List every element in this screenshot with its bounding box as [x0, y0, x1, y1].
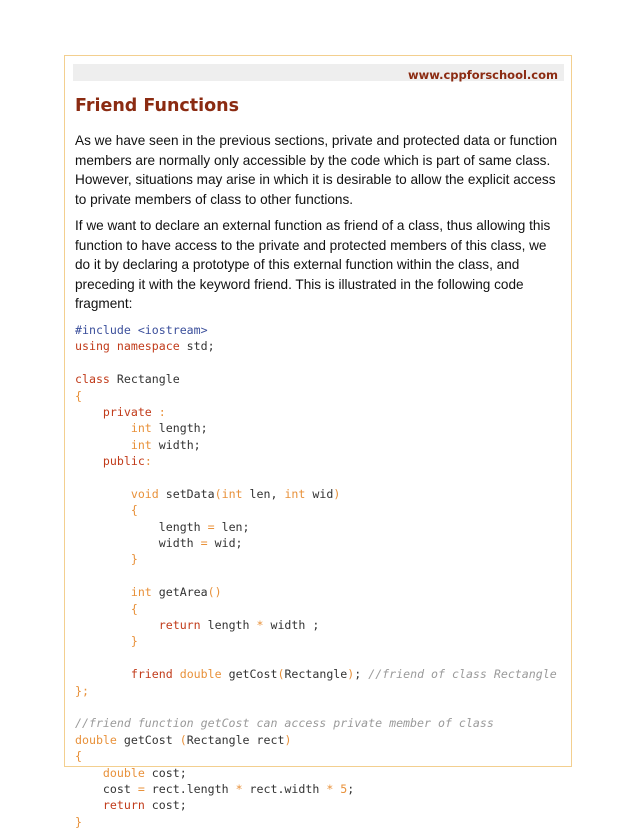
code-token: ( — [214, 486, 222, 501]
paragraph-line: do it by declaring a prototype of this external function within the class, and — [75, 257, 520, 272]
code-line — [75, 732, 557, 748]
code-token: ) — [333, 486, 341, 501]
code-token: getCost — [221, 667, 278, 682]
site-header-bar — [73, 64, 564, 81]
code-line — [75, 355, 557, 371]
code-token: : — [151, 404, 166, 419]
code-token: length; — [151, 421, 208, 436]
code-token: = — [200, 536, 208, 551]
code-line — [75, 781, 557, 797]
page-title: Friend Functions — [75, 96, 240, 116]
code-line — [75, 338, 557, 354]
code-line — [75, 519, 557, 535]
code-token — [75, 487, 131, 501]
code-token: wid; — [207, 536, 243, 551]
code-token: { — [130, 503, 138, 518]
code-token: cost; — [144, 798, 187, 813]
paragraph-line: function to have access to the private and protected members of this class, we — [75, 237, 547, 253]
code-line — [75, 388, 557, 404]
code-token: length — [75, 519, 208, 534]
code-token: ( — [179, 732, 187, 747]
code-token: setData — [158, 486, 215, 501]
code-token: Rectangle rect — [186, 732, 285, 747]
code-token — [75, 618, 159, 632]
code-token: public — [102, 454, 145, 469]
code-line — [75, 371, 557, 387]
code-token: return — [158, 618, 201, 633]
paragraph-line: However, situations may arise in which it is desirable to allow the explicit access — [75, 172, 556, 187]
code-token: }; — [75, 683, 89, 698]
code-token: wid — [305, 486, 334, 501]
code-token: Rectangle — [109, 372, 180, 387]
code-token: length — [200, 618, 257, 633]
code-token: void — [130, 486, 159, 501]
code-token — [75, 667, 131, 681]
code-token: #include <iostream> — [75, 323, 208, 337]
paragraph-line: preceding it with the keyword friend. This is illustrated in the following code — [75, 276, 524, 292]
code-token — [75, 454, 103, 468]
code-token: rect.length — [144, 781, 236, 796]
paragraph-line: If we want to declare an external function as friend of a class, thus allowing this — [75, 218, 551, 233]
code-line — [75, 568, 557, 584]
intro-paragraph — [75, 131, 571, 209]
code-token: std; — [179, 339, 215, 354]
code-token: ( — [277, 667, 285, 682]
code-token: = — [137, 781, 145, 796]
code-token: len, — [242, 486, 285, 501]
code-token: private — [102, 404, 152, 419]
code-token: ; — [347, 781, 355, 796]
code-token: { — [75, 749, 82, 764]
code-line — [75, 633, 557, 649]
code-token: cost — [75, 781, 138, 796]
code-token: 5 — [340, 781, 348, 796]
code-line — [75, 420, 557, 436]
code-token — [75, 766, 103, 780]
code-token: { — [75, 388, 82, 403]
code-token: //friend of class Rectangle — [368, 667, 557, 682]
code-token: * — [326, 781, 334, 796]
code-token: double — [75, 732, 117, 747]
code-token — [75, 438, 131, 452]
code-line — [75, 666, 557, 682]
code-token: int — [284, 486, 306, 501]
code-line — [75, 322, 557, 338]
code-token: : — [144, 454, 152, 469]
paragraph-line: As we have seen in the previous sections, private and protected data or function — [75, 133, 558, 148]
code-token: width — [75, 536, 201, 551]
code-token: Rectangle — [284, 667, 348, 682]
code-line — [75, 404, 557, 420]
code-token: getArea — [151, 585, 208, 600]
code-token: double — [102, 765, 145, 780]
explanation-paragraph — [75, 216, 571, 314]
code-token: } — [75, 814, 82, 829]
code-token: int — [221, 486, 243, 501]
code-token — [75, 421, 131, 435]
code-line — [75, 486, 557, 502]
site-url-link[interactable]: www.cppforschool.com — [407, 68, 558, 82]
code-token: return — [102, 798, 145, 813]
code-token: rect.width — [242, 781, 327, 796]
code-token — [75, 552, 131, 566]
code-token: } — [130, 552, 138, 567]
code-block — [75, 322, 557, 830]
code-line — [75, 683, 557, 699]
code-token: ) — [347, 667, 355, 682]
code-token: class — [75, 372, 110, 387]
code-token: } — [130, 634, 138, 649]
code-token: //friend function getCost can access private member of class — [75, 716, 494, 731]
code-line — [75, 699, 557, 715]
paragraph-line: fragment: — [75, 296, 133, 311]
code-token: friend — [130, 667, 173, 682]
code-line — [75, 584, 557, 600]
code-line — [75, 502, 557, 518]
code-token: width ; — [263, 618, 320, 633]
code-token: double — [179, 667, 222, 682]
code-token: ) — [284, 732, 292, 747]
code-token: len; — [214, 519, 250, 534]
code-token: using namespace — [75, 339, 180, 354]
code-token: int — [130, 437, 152, 452]
code-token — [75, 503, 131, 517]
paragraph-line: members are normally only accessible by the code which is part of same class. — [75, 152, 551, 168]
code-line — [75, 650, 557, 666]
code-line — [75, 748, 557, 764]
paragraph-line: to private members of class to other functions. — [75, 191, 354, 207]
code-line — [75, 453, 557, 469]
code-token: int — [130, 585, 152, 600]
code-token: * — [235, 781, 243, 796]
code-token: cost; — [144, 765, 187, 780]
code-line — [75, 601, 557, 617]
code-token: () — [207, 585, 222, 600]
code-line — [75, 470, 557, 486]
code-line — [75, 765, 557, 781]
code-token — [173, 667, 180, 681]
code-line — [75, 617, 557, 633]
code-token — [75, 634, 131, 648]
code-line — [75, 535, 557, 551]
code-token: * — [256, 618, 264, 633]
code-token: ; — [354, 667, 369, 682]
code-token: width; — [151, 437, 201, 452]
code-token: = — [207, 519, 215, 534]
code-token — [75, 602, 131, 616]
code-token — [75, 585, 131, 599]
code-line — [75, 797, 557, 813]
code-token: getCost — [116, 732, 180, 747]
code-line — [75, 715, 557, 731]
code-token — [75, 405, 103, 419]
code-token: int — [130, 421, 152, 436]
code-token — [75, 798, 103, 812]
code-token: { — [130, 601, 138, 616]
code-line — [75, 437, 557, 453]
code-line — [75, 814, 557, 830]
code-line — [75, 551, 557, 567]
